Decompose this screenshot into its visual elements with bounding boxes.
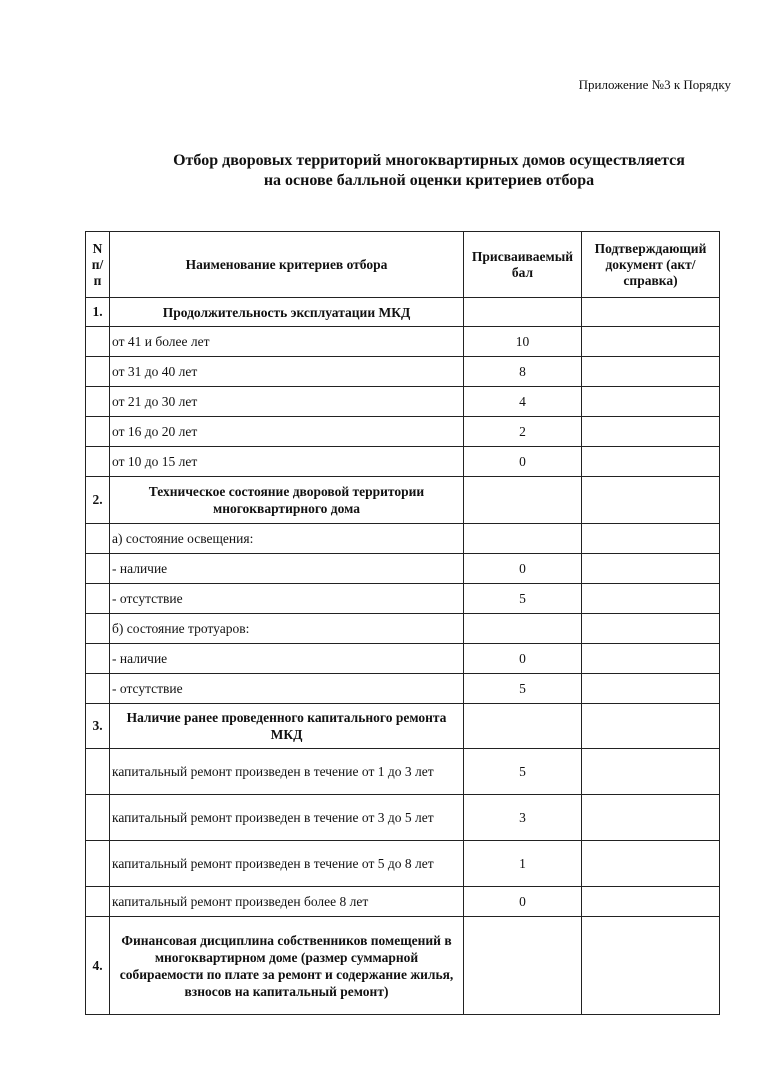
criterion-label: а) состояние освещения: (110, 524, 464, 554)
criterion-label: - отсутствие (110, 674, 464, 704)
doc-cell (582, 887, 720, 917)
table-row (86, 357, 720, 387)
section-title: Наличие ранее проведенного капитального ремонта МКД (110, 704, 464, 749)
table-row (86, 327, 720, 357)
score-cell: 1 (464, 841, 582, 887)
document-title (0, 151, 763, 191)
doc-cell (582, 674, 720, 704)
table-row (86, 387, 720, 417)
doc-cell (582, 298, 720, 327)
criterion-label: б) состояние тротуаров: (110, 614, 464, 644)
criterion-label: - отсутствие (110, 584, 464, 614)
score-cell: 0 (464, 447, 582, 477)
section-title: Финансовая дисциплина собственников помещений в многоквартирном доме (размер суммарной собираемости по плате за ремонт и содержание жилья, взносов на капитальный ремонт) (110, 917, 464, 1015)
table-row (86, 614, 720, 644)
criterion-label: от 21 до 30 лет (110, 387, 464, 417)
score-cell: 2 (464, 417, 582, 447)
title-line-2: на основе балльной оценки критериев отбора (263, 172, 595, 189)
table-row (86, 417, 720, 447)
header-num: N п/п (86, 232, 110, 298)
doc-cell (582, 524, 720, 554)
section-row (86, 298, 720, 327)
header-name: Наименование критериев отбора (110, 232, 464, 298)
score-cell: 8 (464, 357, 582, 387)
doc-cell (582, 357, 720, 387)
score-cell (464, 614, 582, 644)
header-score: Присваиваемый бал (464, 232, 582, 298)
score-cell: 4 (464, 387, 582, 417)
table-row (86, 584, 720, 614)
section-num: 4. (86, 917, 110, 1015)
criterion-label: - наличие (110, 644, 464, 674)
doc-cell (582, 841, 720, 887)
table-row (86, 554, 720, 584)
table-row (86, 887, 720, 917)
criterion-label: от 41 и более лет (110, 327, 464, 357)
doc-cell (582, 614, 720, 644)
section-title: Техническое состояние дворовой территории многоквартирного дома (110, 477, 464, 524)
doc-cell (582, 584, 720, 614)
criterion-label: - наличие (110, 554, 464, 584)
doc-cell (582, 554, 720, 584)
title-line-1: Отбор дворовых территорий многоквартирных домов осуществляется (173, 152, 685, 169)
score-cell (464, 477, 582, 524)
score-cell (464, 298, 582, 327)
table-row (86, 841, 720, 887)
score-cell: 0 (464, 887, 582, 917)
table-row (86, 674, 720, 704)
score-cell: 10 (464, 327, 582, 357)
score-cell: 3 (464, 795, 582, 841)
appendix-note: Приложение №3 к Порядку (578, 77, 731, 92)
section-title: Продолжительность эксплуатации МКД (110, 298, 464, 327)
doc-cell (582, 447, 720, 477)
doc-cell (582, 795, 720, 841)
table-header-row (86, 232, 720, 298)
score-cell (464, 524, 582, 554)
table-row (86, 749, 720, 795)
section-num: 3. (86, 704, 110, 749)
criterion-label: капитальный ремонт произведен в течение от 5 до 8 лет (110, 841, 464, 887)
doc-cell (582, 477, 720, 524)
criterion-label: от 10 до 15 лет (110, 447, 464, 477)
criterion-label: от 16 до 20 лет (110, 417, 464, 447)
section-num: 1. (86, 298, 110, 327)
score-cell: 5 (464, 584, 582, 614)
criterion-label: капитальный ремонт произведен в течение от 1 до 3 лет (110, 749, 464, 795)
criteria-table (85, 231, 720, 1015)
table-row (86, 447, 720, 477)
score-cell: 0 (464, 554, 582, 584)
table-row (86, 795, 720, 841)
score-cell: 5 (464, 674, 582, 704)
section-row (86, 704, 720, 749)
table-row (86, 644, 720, 674)
section-row (86, 917, 720, 1015)
doc-cell (582, 917, 720, 1015)
score-cell: 5 (464, 749, 582, 795)
section-row (86, 477, 720, 524)
score-cell: 0 (464, 644, 582, 674)
criterion-label: от 31 до 40 лет (110, 357, 464, 387)
criterion-label: капитальный ремонт произведен более 8 лет (110, 887, 464, 917)
score-cell (464, 917, 582, 1015)
doc-cell (582, 387, 720, 417)
doc-cell (582, 417, 720, 447)
doc-cell (582, 749, 720, 795)
section-num: 2. (86, 477, 110, 524)
doc-cell (582, 644, 720, 674)
header-doc: Подтверждающий документ (акт/справка) (582, 232, 720, 298)
doc-cell (582, 704, 720, 749)
doc-cell (582, 327, 720, 357)
table-row (86, 524, 720, 554)
score-cell (464, 704, 582, 749)
criterion-label: капитальный ремонт произведен в течение от 3 до 5 лет (110, 795, 464, 841)
